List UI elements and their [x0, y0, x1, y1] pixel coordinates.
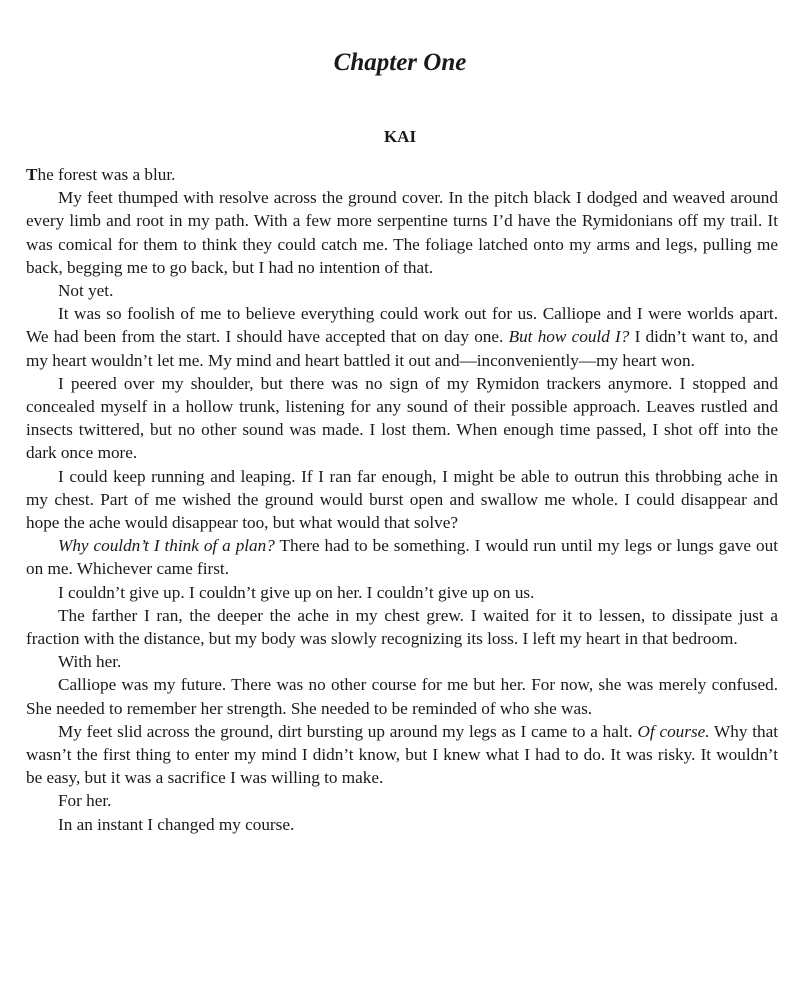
paragraph-text: I could keep running and leaping. If I ran far enough, I might be able to outrun this throbbing ache in my chest. Part of me wished the ground would burst open and swallow me whole. I could disappear and hope the ache would disappear too, but what would that solve?	[26, 466, 778, 533]
paragraph-text: The farther I ran, the deeper the ache in my chest grew. I waited for it to lessen, to dissipate just a fraction with the distance, but my body was slowly recognizing its loss. I left my heart in that bedroom.	[26, 605, 778, 649]
paragraph-text: With her.	[58, 652, 122, 672]
paragraph-text: For her.	[58, 791, 112, 811]
paragraph	[26, 650, 778, 673]
paragraph-text: I didn’t want to, and my heart wouldn’t let me. My mind and heart battled it out and—inconveniently—my heart won.	[26, 327, 778, 370]
paragraph	[26, 372, 778, 465]
paragraph-text: In an instant I changed my course.	[58, 814, 295, 834]
paragraph	[26, 673, 778, 719]
paragraph	[26, 534, 778, 580]
paragraph-text: Not yet.	[58, 281, 114, 301]
chapter-title: Chapter One	[333, 49, 467, 76]
italic-text: Why couldn’t I think of a plan?	[58, 536, 275, 556]
paragraph-text: Why that wasn’t the first thing to enter my mind I didn’t know, but I knew what I had to do. It was risky. It wouldn’t be easy, but it was a sacrifice I was willing to make.	[26, 721, 778, 788]
paragraph-text: My feet thumped with resolve across the ground cover. In the pitch black I dodged and weaved around every limb and root in my path. With a few more serpentine turns I’d have the Rymidonians off my trail. It was comical for them to think they could catch me. The foliage latched onto my arms and legs, pulling me back, begging me to go back, but I had no intention of that.	[26, 188, 778, 277]
paragraph	[26, 163, 778, 186]
paragraph	[26, 581, 778, 604]
paragraph	[26, 279, 778, 302]
pov-heading: KAI	[383, 127, 417, 146]
drop-cap: T	[26, 165, 38, 184]
paragraph	[26, 186, 778, 279]
paragraph	[26, 302, 778, 372]
paragraph-text: he forest was a blur.	[37, 165, 176, 184]
paragraph-text: There had to be something. I would run until my legs or lungs gave out on me. Whichever came first.	[26, 536, 778, 579]
paragraph-text: Calliope was my future. There was no other course for me but her. For now, she was merely confused. She needed to remember her strength. She needed to be reminded of who she was.	[26, 675, 778, 718]
italic-text: But how could I?	[508, 327, 630, 347]
chapter-body	[26, 163, 778, 836]
paragraph-text: It was so foolish of me to believe everything could work out for us. Calliope and I were worlds apart. We had been from the start. I should have accepted that on day one.	[26, 304, 778, 347]
italic-text: Of course.	[637, 721, 710, 741]
paragraph-text: My feet slid across the ground, dirt bursting up around my legs as I came to a halt.	[58, 721, 638, 741]
paragraph	[26, 720, 778, 790]
paragraph	[26, 813, 778, 836]
paragraph-text: I peered over my shoulder, but there was no sign of my Rymidon trackers anymore. I stopped and concealed myself in a hollow trunk, listening for any sound of their possible approach. Leaves rustled and insects twittered, but no other sound was made. I lost them. When enough time passed, I shot off into the dark once more.	[26, 373, 778, 463]
paragraph	[26, 604, 778, 650]
paragraph	[26, 789, 778, 812]
paragraph	[26, 465, 778, 535]
paragraph-text: I couldn’t give up. I couldn’t give up on her. I couldn’t give up on us.	[58, 582, 535, 602]
